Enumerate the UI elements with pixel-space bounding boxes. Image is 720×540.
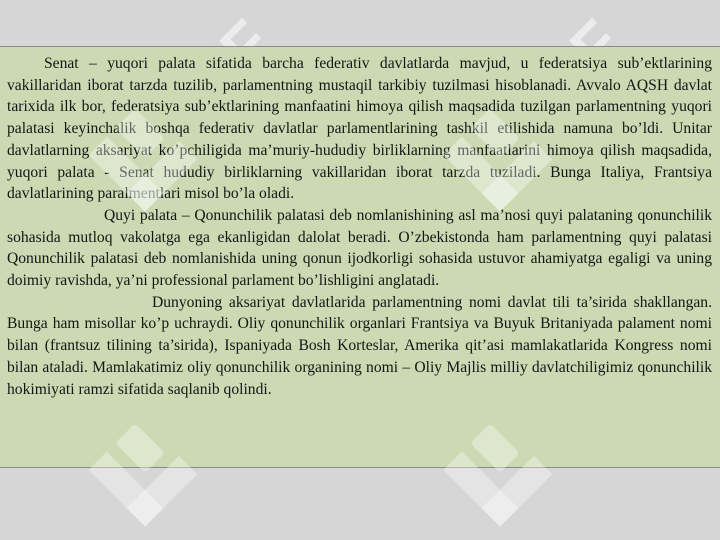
paragraph-parlament-nomi: Dunyoning aksariyat davlatlarida parlamentning nomi davlat tili ta’sirida shakllangan. Bunga ham misollar ko’p uchraydi. Oliy qonunchilik organlari Frantsiya va Buyuk Britaniyada palament nomi bilan (frantsuz tilining ta’sirida), Ispaniyada Bosh Korteslar, Amerika qit’asi mamlakatlarida Kongress nomi bilan ataladi. Mamlakatimiz oliy qonunchilik organining nomi – Oliy Majlis milliy davlatchiligimiz qonunchilik hokimiyati ramzi sifatida saqlanib qolindi. (7, 293, 712, 398)
text-panel (0, 46, 720, 468)
paragraph-senat: Senat – yuqori palata sifatida barcha federativ davlatlarda mavjud, u federatsiya sub’ektlarining vakillaridan iborat tarzda tuzilib, parlamentning mustaqil tarkibiy tuzilmasi hisoblanadi. Avvalo AQSH davlat tarixida ilk bor, federatsiya sub’ektlarining manfaatini himoya qilish maqsadida tuzilgan parlamentning yuqori palatasi keyinchalik boshqa federativ davlatlar parlamentlarining tashkil etilishida namuna bo’ldi. Unitar davlatlarning aksariyat ko’pchiligida ma’muriy-hududiy birliklarning manfaatlarini himoya qilish maqsadida, yuqori palata - Senat hududiy birliklarning vakillaridan iborat tarzda tuziladi. Bunga Italiya, Frantsiya davlatlarining paralmentlari misol bo’la oladi. (7, 55, 712, 203)
paragraph-quyi-palata: Quyi palata – Qonunchilik palatasi deb nomlanishining asl ma’nosi quyi palataning qonunchilik sohasida mutloq vakolatga ega ekanligidan dalolat beradi. O’zbekistonda ham parlamentning quyi palatasi Qonunchilik palatasi deb nomlanishida uning qonun ijodkorligi sohasida ustuvor ahamiyatga egaligi va uning doimiy ravishda, ya’ni professional parlament bo’lishligini anglatadi. (7, 206, 712, 290)
